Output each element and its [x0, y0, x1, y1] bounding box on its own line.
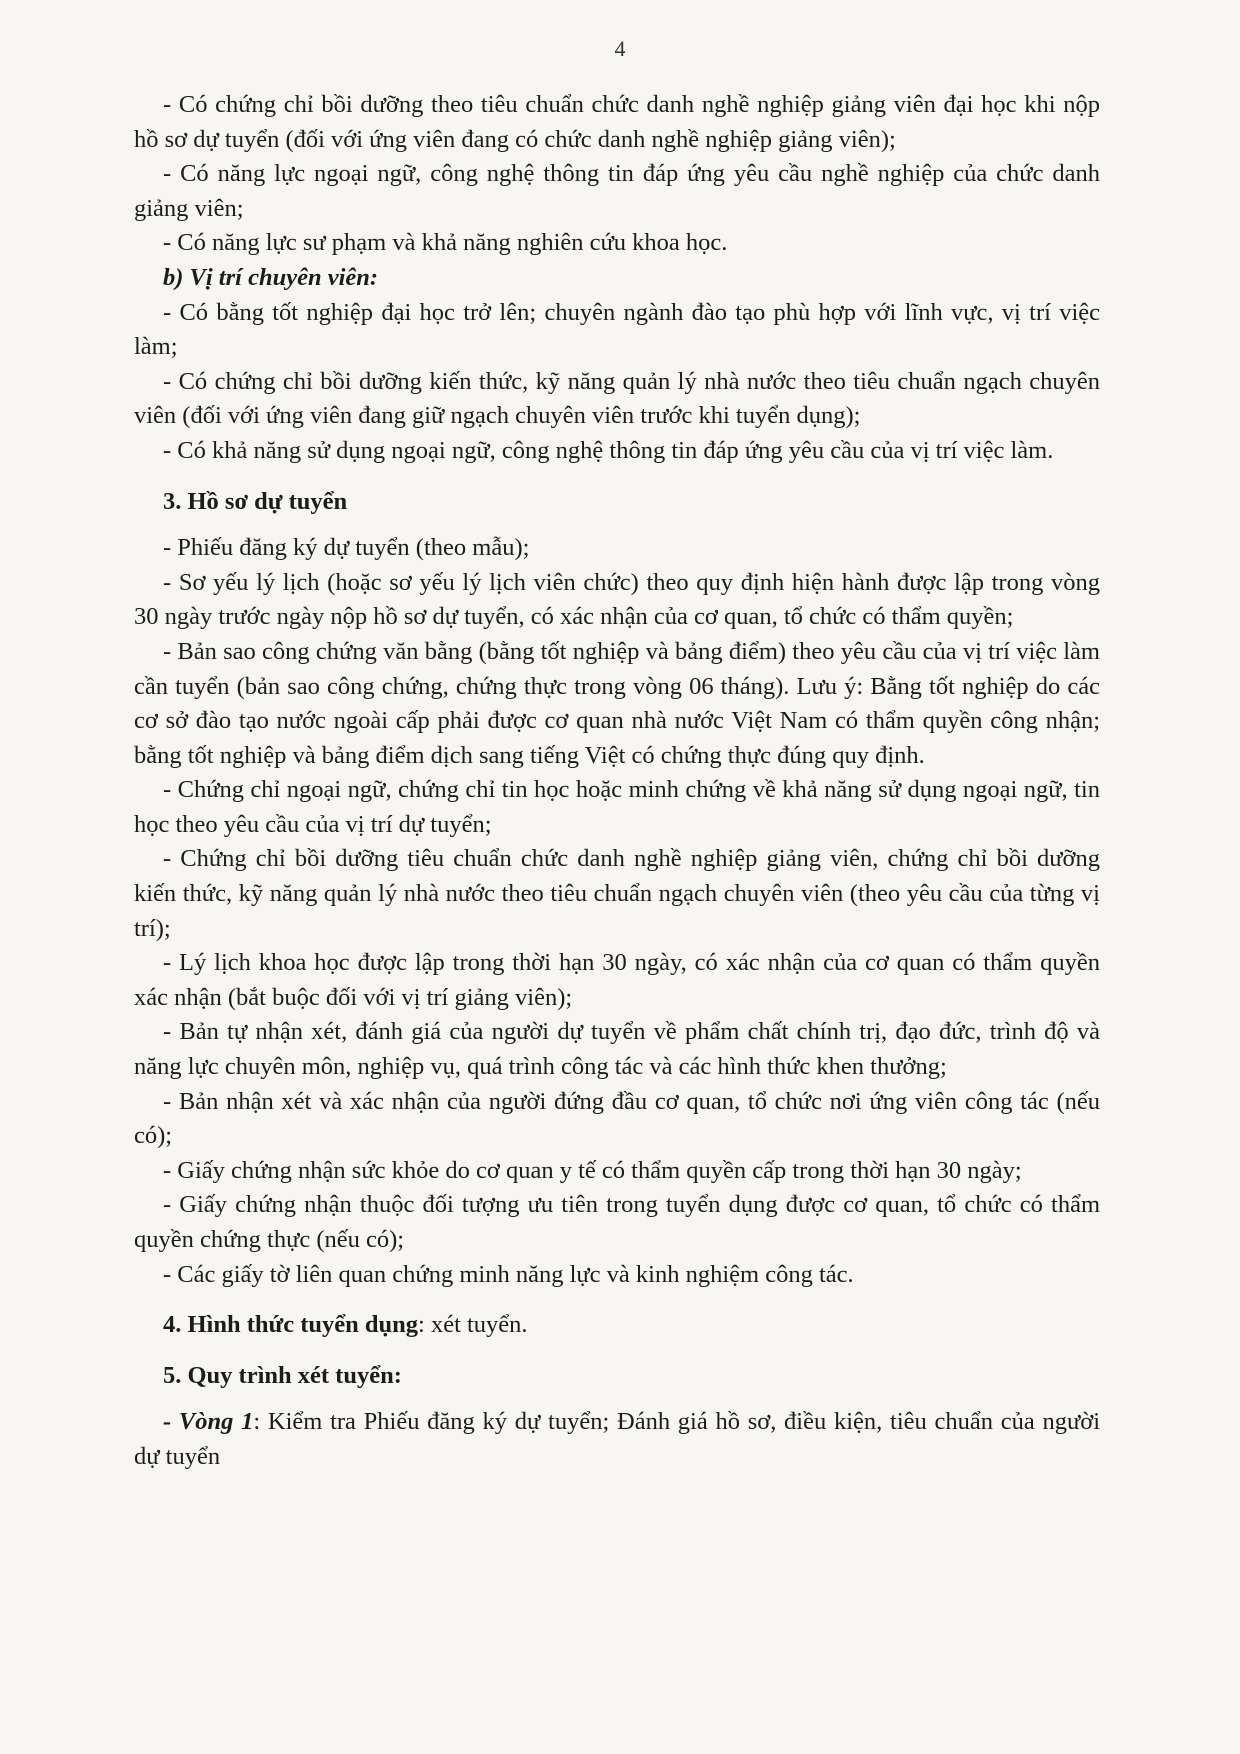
list-item: - Giấy chứng nhận thuộc đối tượng ưu tiên trong tuyển dụng được cơ quan, tổ chức có thẩm quyền chứng thực (nếu có);: [134, 1191, 1100, 1253]
list-item: - Có khả năng sử dụng ngoại ngữ, công nghệ thông tin đáp ứng yêu cầu của vị trí việc làm.: [163, 436, 1054, 464]
round-1-label: - Vòng 1: [163, 1408, 254, 1436]
section-3-heading: 3. Hồ sơ dự tuyển: [163, 487, 348, 515]
list-item: - Chứng chỉ ngoại ngữ, chứng chỉ tin học hoặc minh chứng về khả năng sử dụng ngoại ngữ, tin học theo yêu cầu của vị trí dự tuyển;: [134, 776, 1100, 838]
list-item: - Có chứng chỉ bồi dưỡng theo tiêu chuẩn chức danh nghề nghiệp giảng viên đại học khi nộp hồ sơ dự tuyển (đối với ứng viên đang có chức danh nghề nghiệp giảng viên);: [134, 91, 1100, 153]
section-4-label: 4. Hình thức tuyển dụng: [163, 1311, 419, 1339]
list-item: - Lý lịch khoa học được lập trong thời hạn 30 ngày, có xác nhận của cơ quan có thẩm quyền xác nhận (bắt buộc đối với vị trí giảng viên);: [134, 949, 1100, 1011]
list-item: - Sơ yếu lý lịch (hoặc sơ yếu lý lịch viên chức) theo quy định hiện hành được lập trong vòng 30 ngày trước ngày nộp hồ sơ dự tuyển, có xác nhận của cơ quan, tổ chức có thẩm quyền;: [134, 568, 1100, 631]
document-body: [134, 88, 1100, 1475]
specialist-heading: b) Vị trí chuyên viên:: [163, 263, 379, 291]
section-5-heading: 5. Quy trình xét tuyển:: [163, 1361, 402, 1389]
list-item: - Có bằng tốt nghiệp đại học trở lên; chuyên ngành đào tạo phù hợp với lĩnh vực, vị trí việc làm;: [134, 298, 1100, 361]
round-1-text: : Kiểm tra Phiếu đăng ký dự tuyển; Đánh giá hồ sơ, điều kiện, tiêu chuẩn của người dự tuyển: [134, 1408, 1100, 1470]
list-item: - Bản nhận xét và xác nhận của người đứng đầu cơ quan, tổ chức nơi ứng viên công tác (nếu có);: [134, 1087, 1100, 1150]
section-4-value: : xét tuyển.: [418, 1311, 528, 1339]
list-item: - Các giấy tờ liên quan chứng minh năng lực và kinh nghiệm công tác.: [163, 1260, 854, 1288]
list-item: - Bản sao công chứng văn bằng (bằng tốt nghiệp và bảng điểm) theo yêu cầu của vị trí việc làm cần tuyển (bản sao công chứng, chứng thực trong vòng 06 tháng). Lưu ý: Bằng tốt nghiệp do các cơ sở đào tạo nước ngoài cấp phải được cơ quan nhà nước Việt Nam có thẩm quyền công nhận; bằng tốt nghiệp và bảng điểm dịch sang tiếng Việt có chứng thực đúng quy định.: [134, 637, 1100, 769]
round-1-paragraph: [134, 1405, 1100, 1474]
list-item: - Có năng lực sư phạm và khả năng nghiên cứu khoa học.: [163, 229, 728, 257]
list-item: - Có năng lực ngoại ngữ, công nghệ thông tin đáp ứng yêu cầu nghề nghiệp của chức danh giảng viên;: [134, 160, 1100, 222]
list-item: - Giấy chứng nhận sức khỏe do cơ quan y tế có thẩm quyền cấp trong thời hạn 30 ngày;: [163, 1156, 1022, 1184]
list-item: - Có chứng chỉ bồi dưỡng kiến thức, kỹ năng quản lý nhà nước theo tiêu chuẩn ngạch chuyên viên (đối với ứng viên đang giữ ngạch chuyên viên trước khi tuyển dụng);: [134, 367, 1100, 430]
specialist-requirements-list: [134, 296, 1100, 469]
list-item: - Bản tự nhận xét, đánh giá của người dự tuyển về phẩm chất chính trị, đạo đức, trình độ và năng lực chuyên môn, nghiệp vụ, quá trình công tác và các hình thức khen thưởng;: [134, 1018, 1100, 1081]
lecturer-requirements-list: [134, 88, 1100, 261]
dossier-list: [134, 531, 1100, 1292]
list-item: - Phiếu đăng ký dự tuyển (theo mẫu);: [163, 534, 530, 562]
page-number: 4: [614, 36, 626, 61]
section-4-paragraph: [134, 1308, 1100, 1343]
list-item: - Chứng chỉ bồi dưỡng tiêu chuẩn chức danh nghề nghiệp giảng viên, chứng chỉ bồi dưỡng kiến thức, kỹ năng quản lý nhà nước theo tiêu chuẩn ngạch chuyên viên (theo yêu cầu của từng vị trí);: [134, 845, 1100, 942]
